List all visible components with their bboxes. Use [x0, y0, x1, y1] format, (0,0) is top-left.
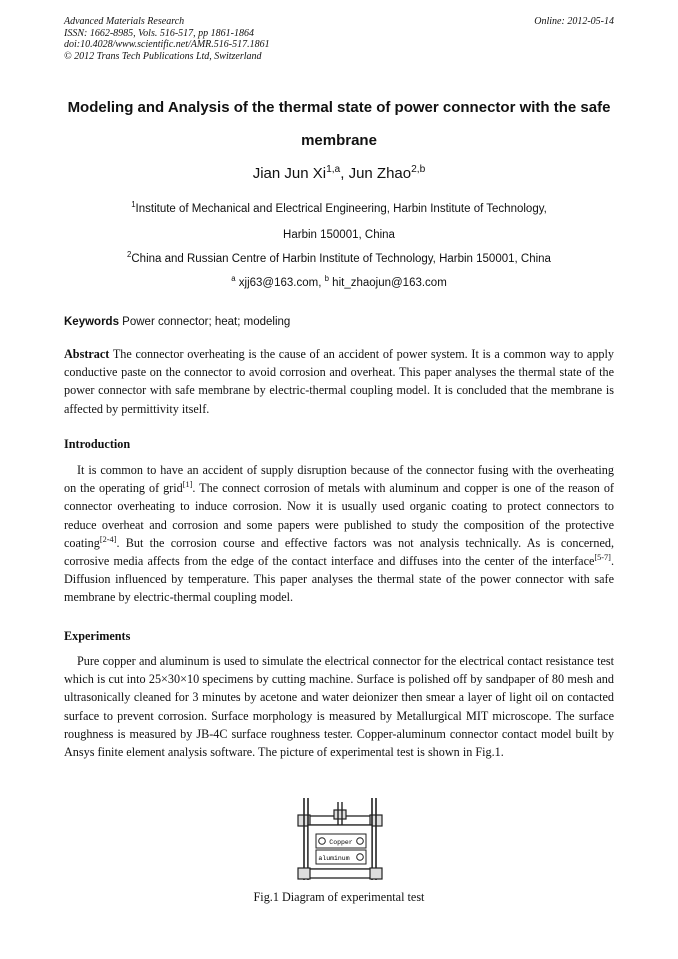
section-heading-introduction: Introduction [64, 437, 131, 451]
terminal-circle [357, 838, 364, 845]
author-name: Jun Zhao [348, 165, 412, 182]
aluminum-label: aluminum [318, 855, 350, 862]
terminal-circle [319, 838, 326, 845]
email-link[interactable]: xjj63@163.com [238, 277, 319, 289]
keywords-text: Power connector; heat; modeling [122, 316, 291, 328]
author-list: Jian Jun Xi$^{1,a}$, Jun Zhao$^{2,b}$ [252, 164, 426, 182]
journal-issn: ISSN: 1662-8985, Vols. 516-517, pp 1861-1864 [64, 27, 254, 39]
nut [298, 868, 310, 879]
introduction-paragraph: It is common to have an accident of supply disruption because of the connector fusing with the overheating on the operating of grid[1]. The connect corrosion of metals with aluminum and copper is one of the reason of connector overheating to induce corrosion. Now it is usually used organic coating to protect connectors to reduce overheat and corrosion and some papers were published to study the composition of the protective coating[2-4]. But the corrosion course and effective factors was not analysis technically. As is concerned, corrosive media affects from the edge of the contact interface and diffuses into the center of the interface[5-7]. Diffusion influenced by temperature. This paper analyses the thermal state of the power connector with safe membrane by electric-thermal coupling model. [64, 463, 614, 605]
paper-title: Modeling and Analysis of the thermal state of power connector with the safe membrane [67, 99, 611, 149]
author-superscript: 2,b [411, 164, 426, 175]
author-superscript: 1,a [326, 164, 341, 175]
figure-caption: Fig.1 Diagram of experimental test [253, 890, 425, 904]
citation[interactable]: [2-4] [99, 534, 117, 544]
citation[interactable]: [1] [182, 480, 193, 490]
center-nut [334, 810, 346, 819]
copper-label: Copper [329, 839, 353, 846]
abstract-text: The connector overheating is the cause of an accident of power system. It is a common way to apply conductive paste on the connector to avoid corrosion and overheat. This paper analyses the thermal state of the power connector with safe membrane by electric-thermal coupling model. It is concluded that the membrane is affected by permittivity itself. [64, 347, 614, 416]
experimental-test-diagram [294, 798, 386, 884]
journal-header [64, 16, 270, 62]
experiments-paragraph: Pure copper and aluminum is used to simulate the electrical connector for the electrical contact resistance test which is cut into 25×30×10 specimens by cutting machine. Surface is polished off by sandpaper of 80 mesh and ultrasonically cleaned for 3 minutes by acetone and water deionizer then smear a layer of light oil on contacted surface to prevent corrosion. Surface morphology is measured by Metallurgical MIT microscope. The surface roughness is measured by JB-4C surface roughness tester. Copper-aluminum connector contact model built by Ansys finite element analysis software. The picture of experimental test is shown in Fig.1. [64, 654, 614, 760]
nut [370, 868, 382, 879]
email-link[interactable]: hit_zhaojun@163.com [332, 277, 447, 289]
journal-copyright: © 2012 Trans Tech Publications Ltd, Switzerland [64, 50, 262, 62]
author-name: Jian Jun Xi [252, 165, 327, 182]
section-heading-experiments: Experiments [64, 629, 131, 643]
affiliation-1: $^1$Institute of Mechanical and Electrical Engineering, Harbin Institute of Technology, [131, 200, 547, 215]
affiliation-2: $^2$China and Russian Centre of Harbin Institute of Technology, Harbin 150001, China [127, 250, 551, 265]
journal-name: Advanced Materials Research [64, 16, 185, 27]
affiliation-1-city: Harbin 150001, China [283, 229, 395, 241]
bottom-clamp-bar [302, 869, 378, 878]
citation[interactable]: [5-7] [594, 552, 611, 562]
online-date: Online: 2012-05-14 [534, 16, 614, 27]
abstract [64, 345, 614, 418]
terminal-circle [357, 854, 364, 861]
abstract-label: Abstract [64, 347, 110, 361]
journal-doi: doi:10.4028/www.scientific.net/AMR.516-517.1861 [64, 39, 270, 50]
author-emails: $^a$ xjj63@163.com, $^b$ hit_zhaojun@163.com [231, 274, 447, 289]
keywords [64, 316, 290, 328]
keywords-label: Keywords [64, 316, 119, 328]
